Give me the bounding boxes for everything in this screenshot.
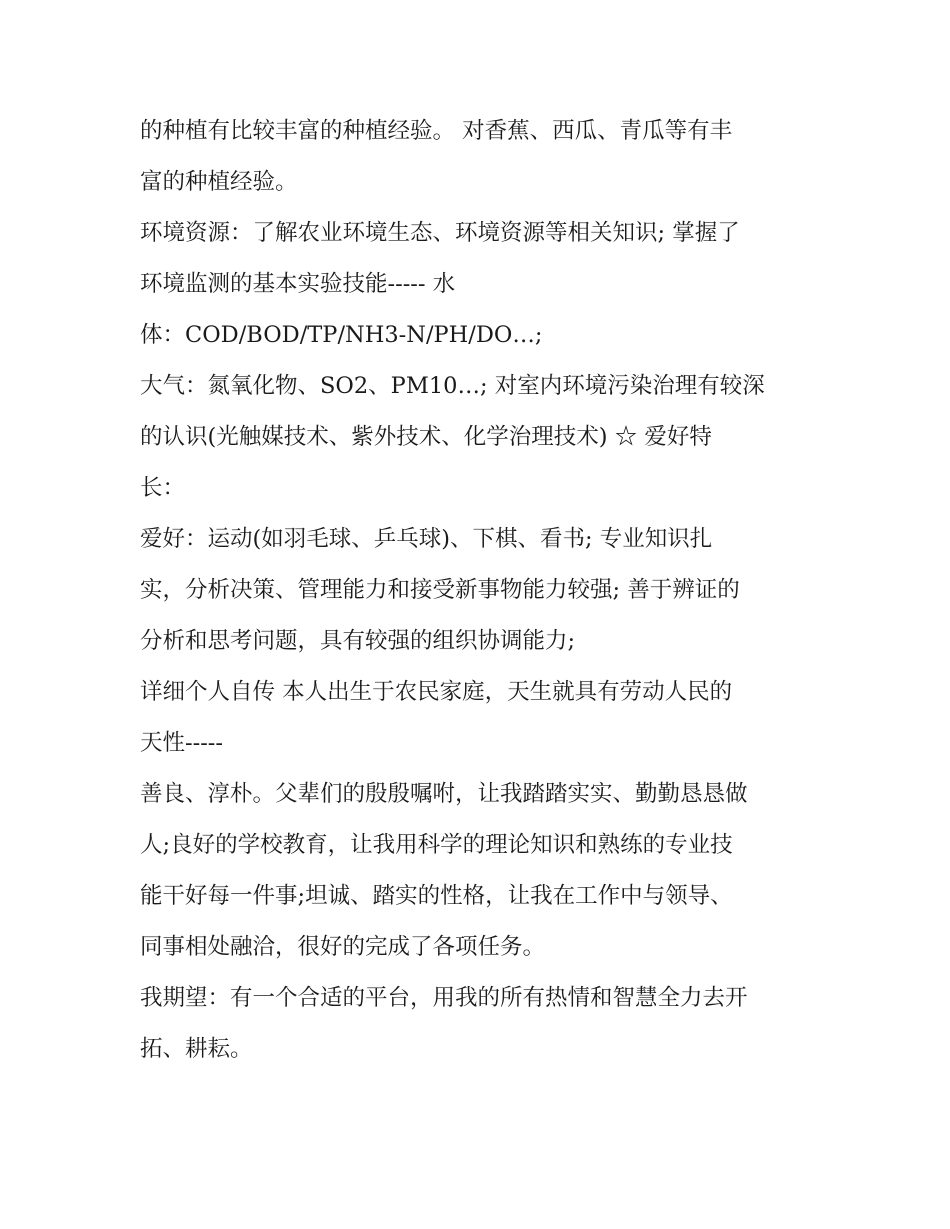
text-line: 的种植有比较丰富的种植经验。 对香蕉、西瓜、青瓜等有丰 — [140, 118, 733, 144]
text-line: 环境监测的基本实验技能----- 水 — [140, 271, 456, 297]
text-line: 人;良好的学校教育，让我用科学的理论知识和熟练的专业技 — [140, 832, 733, 858]
text-line: 富的种植经验。 — [140, 169, 298, 195]
text-line: 同事相处融洽，很好的完成了各项任务。 — [140, 934, 546, 960]
text-line: 实，分析决策、管理能力和接受新事物能力较强; 善于辨证的 — [140, 577, 740, 603]
text-line: 善良、淳朴。父辈们的殷殷嘱咐，让我踏踏实实、勤勤恳恳做 — [140, 781, 748, 807]
text-line: 长： — [140, 475, 186, 501]
text-line: 我期望：有一个合适的平台，用我的所有热情和智慧全力去开 — [140, 985, 748, 1011]
text-line: 拓、耕耘。 — [140, 1036, 253, 1062]
document-body — [140, 106, 820, 1075]
text-line: 体：COD/BOD/TP/NH3-N/PH/DO…; — [140, 322, 543, 348]
text-line: 分析和思考问题，具有较强的组织协调能力; — [140, 628, 576, 654]
text-line: 大气：氮氧化物、SO2、PM10…; 对室内环境污染治理有较深 — [140, 373, 765, 399]
text-line: 的认识(光触媒技术、紫外技术、化学治理技术) ☆ 爱好特 — [140, 424, 712, 450]
text-line: 爱好：运动(如羽毛球、乒乓球)、下棋、看书; 专业知识扎 — [140, 526, 713, 552]
text-line: 详细个人自传 本人出生于农民家庭，天生就具有劳动人民的 — [140, 679, 733, 705]
text-line: 环境资源：了解农业环境生态、环境资源等相关知识; 掌握了 — [140, 220, 740, 246]
text-line: 天性----- — [140, 730, 224, 756]
text-line: 能干好每一件事;坦诚、踏实的性格，让我在工作中与领导、 — [140, 883, 733, 909]
